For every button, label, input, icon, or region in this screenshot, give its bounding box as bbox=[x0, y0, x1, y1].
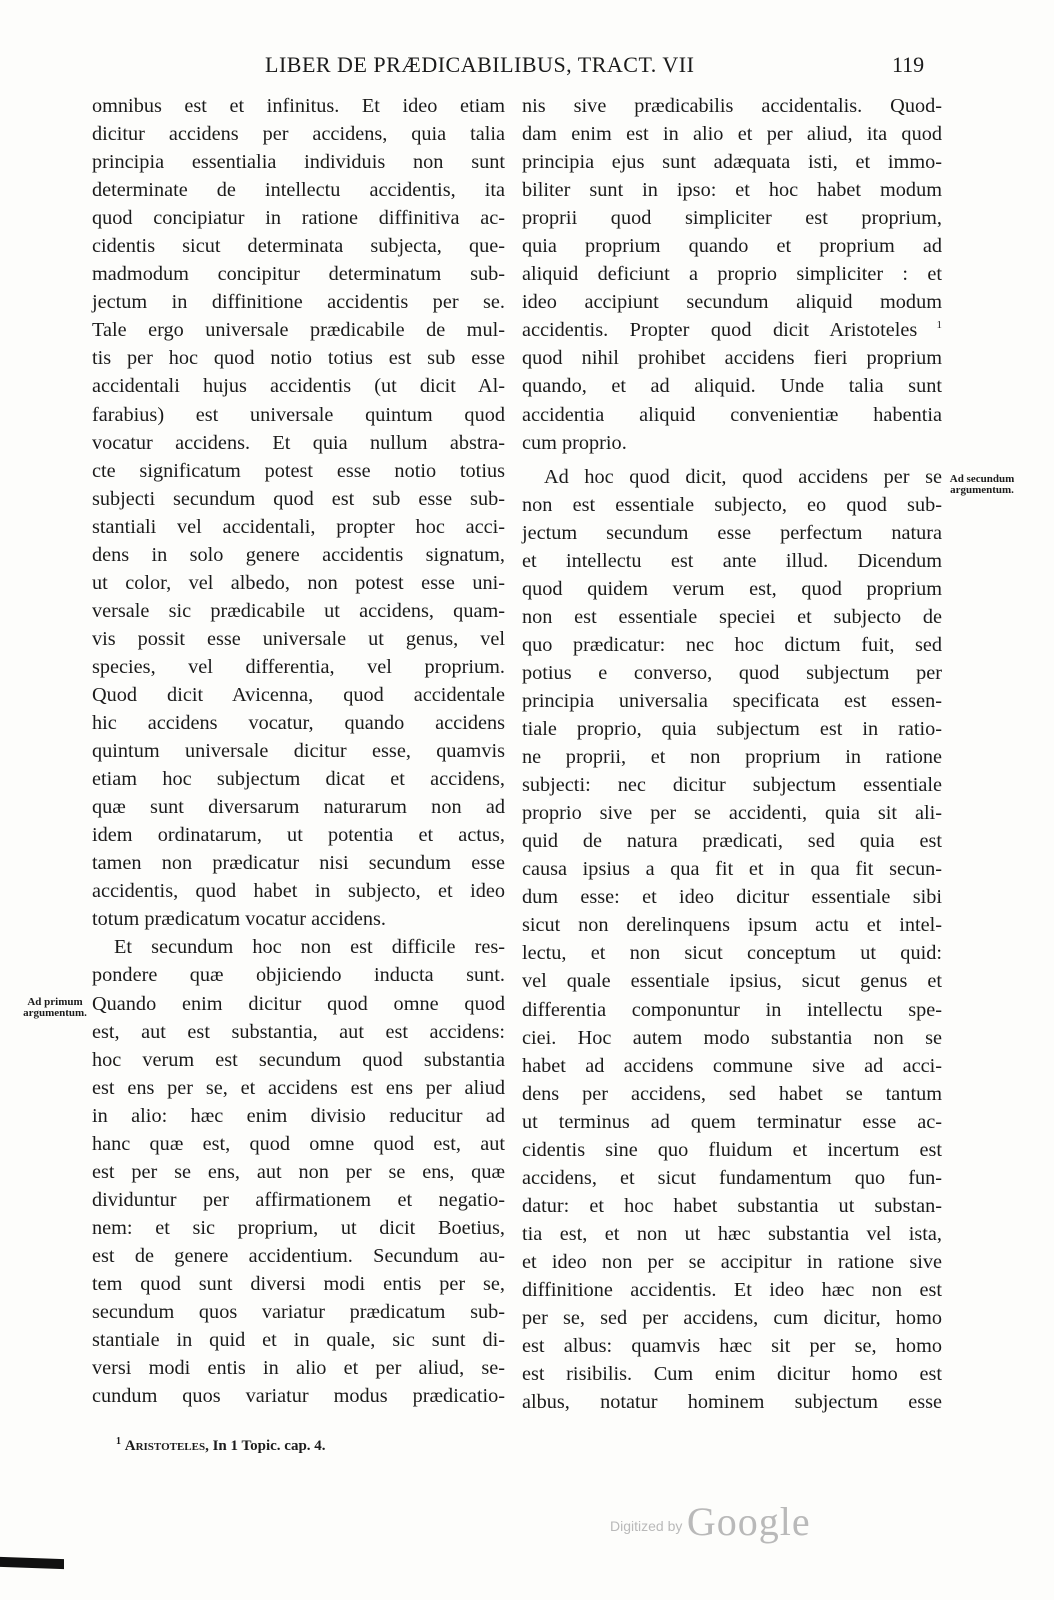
text-line: non est essentiale subjecto, eo quod sub- bbox=[522, 493, 942, 516]
text-line: accidentis. Propter quod dicit Aristoteles $^1$ bbox=[522, 319, 942, 342]
google-logo: Google bbox=[686, 1499, 811, 1544]
text-line: cte significatum potest esse notio totius bbox=[92, 459, 505, 482]
text-line: quo prædicatur: nec hoc dictum fuit, sed bbox=[522, 633, 942, 656]
text-line: farabius) est universale quintum quod bbox=[92, 403, 505, 426]
text-line: versi modi entis in alio et per aliud, se- bbox=[92, 1357, 505, 1380]
text-line: etiam hoc subjectum dicat et accidens, bbox=[92, 768, 505, 791]
text-line: cidentis sicut determinata subjecta, que- bbox=[92, 235, 505, 258]
text-line: Ad hoc quod dicit, quod accidens per se bbox=[544, 465, 942, 488]
text-line: cidentis sine quo fluidum et incertum est bbox=[522, 1138, 942, 1161]
text-line: albus, notatur hominem subjectum esse bbox=[522, 1391, 942, 1414]
text-line: principia essentialia individuis non sunt bbox=[92, 151, 505, 174]
text-line: biliter sunt in ipso: et hoc habet modum bbox=[522, 179, 942, 202]
text-line: idem ordinatarum, ut potentia et actus, bbox=[92, 824, 505, 847]
text-line: vocatur accidens. Et quia nullum abstra- bbox=[92, 431, 505, 454]
text-line: hanc quæ est, quod omne quod est, aut bbox=[92, 1132, 505, 1155]
text-line: est, aut est substantia, aut est accidens: bbox=[92, 1020, 505, 1043]
margin-note-left: Ad primum argumentum. bbox=[23, 996, 87, 1019]
text-line: lectu, et non sicut conceptum ut quid: bbox=[522, 942, 942, 965]
text-line: est per se ens, aut non per se ens, quæ bbox=[92, 1160, 505, 1183]
right-text-column bbox=[522, 92, 942, 1416]
text-line: dividuntur per affirmationem et negatio- bbox=[92, 1188, 505, 1211]
text-line: dam enim est in alio et per aliud, ita quod bbox=[522, 123, 942, 146]
text-line: diffinitione accidentis. Et ideo hæc non est bbox=[522, 1278, 942, 1301]
text-line: et ideo non per se accipitur in ratione sive bbox=[522, 1250, 942, 1273]
text-line: ne proprii, et non proprium in ratione bbox=[522, 746, 942, 769]
text-line: dum esse: et ideo dicitur essentiale sibi bbox=[522, 886, 942, 909]
text-line: est de genere accidentium. Secundum au- bbox=[92, 1244, 505, 1267]
text-line: differentia componuntur in intellectu spe- bbox=[522, 998, 942, 1021]
text-line: quæ sunt diversarum naturarum non ad bbox=[92, 796, 505, 819]
text-line: Quando enim dicitur quod omne quod bbox=[92, 992, 505, 1015]
text-line: hoc verum est secundum quod substantia bbox=[92, 1048, 505, 1071]
text-line: omnibus est et infinitus. Et ideo etiam bbox=[92, 95, 505, 117]
text-line: Tale ergo universale prædicabile de mul- bbox=[92, 319, 505, 342]
text-line: jectum secundum esse perfectum natura bbox=[522, 521, 942, 544]
text-line: nem: et sic proprium, ut dicit Boetius, bbox=[92, 1216, 505, 1239]
text-line: tis per hoc quod notio totius est sub esse bbox=[92, 347, 505, 370]
text-line: tem quod sunt diversi modi entis per se, bbox=[92, 1272, 505, 1295]
text-line: quod quidem verum est, quod proprium bbox=[522, 577, 942, 600]
text-line: Et secundum hoc non est difficile res- bbox=[114, 936, 505, 959]
text-line: subjecti secundum quod est sub esse sub- bbox=[92, 487, 505, 510]
text-line: stantiali vel accidentali, propter hoc acci- bbox=[92, 515, 505, 538]
text-line: sicut non derelinquens ipsum actu et intel- bbox=[522, 914, 942, 937]
text-line: quintum universale dicitur esse, quamvis bbox=[92, 740, 505, 763]
text-line: totum prædicatum vocatur accidens. bbox=[92, 908, 386, 931]
text-line: potius e converso, quod subjectum per bbox=[522, 661, 942, 684]
text-line: species, vel differentia, vel proprium. bbox=[92, 655, 505, 678]
text-line: est risibilis. Cum enim dicitur homo est bbox=[522, 1363, 942, 1386]
footnote bbox=[116, 1436, 326, 1455]
text-line: per se, sed per accidens, cum dicitur, homo bbox=[522, 1307, 942, 1330]
text-line: est ens per se, et accidens est ens per aliud bbox=[92, 1076, 505, 1099]
text-line: quid de natura prædicati, sed quia est bbox=[522, 830, 942, 853]
text-line: determinate de intellectu accidentis, ita bbox=[92, 179, 505, 202]
digitized-watermark bbox=[610, 1498, 811, 1548]
text-line: non est essentiale speciei et subjecto de bbox=[522, 605, 942, 628]
text-line: habet ad accidens commune sive ad acci- bbox=[522, 1054, 942, 1077]
footnote-reference: 1 bbox=[917, 319, 942, 332]
digitized-prefix: Digitized by bbox=[610, 1518, 683, 1534]
text-line: cundum quos variatur modus prædicatio- bbox=[92, 1385, 505, 1408]
text-line: ut color, vel albedo, non potest esse uni- bbox=[92, 571, 505, 594]
left-text-column bbox=[92, 92, 505, 1410]
text-line: proprii quod simpliciter est proprium, bbox=[522, 207, 942, 230]
footnote-text: , In 1 Topic. cap. 4. bbox=[205, 1438, 326, 1454]
text-line: ut terminus ad quem terminatur esse ac- bbox=[522, 1110, 942, 1133]
text-line: pondere quæ objiciendo inducta sunt. bbox=[92, 964, 505, 987]
footnote-mark: 1 bbox=[116, 1436, 121, 1447]
text-line: tamen non prædicatur nisi secundum esse bbox=[92, 852, 505, 875]
page-number: 119 bbox=[892, 52, 925, 77]
text-line: quod nihil prohibet accidens fieri proprium bbox=[522, 347, 942, 370]
text-line: datur: et hoc habet substantia ut substan- bbox=[522, 1194, 942, 1217]
text-line: quando, et ad aliquid. Unde talia sunt bbox=[522, 375, 942, 398]
text-line: vis possit esse universale ut genus, vel bbox=[92, 627, 505, 650]
text-line: dens in solo genere accidentis signatum, bbox=[92, 543, 505, 566]
text-line: nis sive prædicabilis accidentalis. Quod- bbox=[522, 95, 942, 117]
text-line: ciei. Hoc autem modo substantia non se bbox=[522, 1026, 942, 1049]
text-line: quod concipiatur in ratione diffinitiva ac- bbox=[92, 207, 505, 230]
text-line: proprio sive per se accidenti, quia sit ali- bbox=[522, 802, 942, 825]
text-line: accidentis, quod habet in subjecto, et ideo bbox=[92, 880, 505, 903]
text-line: accidentali hujus accidentis (ut dicit Al- bbox=[92, 375, 505, 398]
text-line: subjecti: nec dicitur subjectum essentiale bbox=[522, 774, 942, 797]
text-line: tia est, et non ut hæc substantia vel ista, bbox=[522, 1222, 942, 1245]
binding-edge-mark bbox=[0, 1557, 64, 1569]
text-line: ideo accipiunt secundum aliquid modum bbox=[522, 291, 942, 314]
text-line: causa ipsius a qua fit et in qua fit secun- bbox=[522, 858, 942, 881]
text-line: tiale proprio, quia subjectum est in ratio- bbox=[522, 718, 942, 741]
text-line: versale sic prædicabile ut accidens, quam- bbox=[92, 599, 505, 622]
text-line: est albus: quamvis hæc sit per se, homo bbox=[522, 1335, 942, 1358]
text-line: jectum in diffinitione accidentis per se. bbox=[92, 291, 505, 314]
text-line: cum proprio. bbox=[522, 431, 627, 454]
text-line: stantiale in quid et in quale, sic sunt di- bbox=[92, 1329, 505, 1352]
text-line: vel quale essentiale ipsius, sicut genus et bbox=[522, 970, 942, 993]
text-line: Quod dicit Avicenna, quod accidentale bbox=[92, 683, 505, 706]
text-line: accidens, et sicut fundamentum quo fun- bbox=[522, 1166, 942, 1189]
text-line: aliquid deficiunt a proprio simpliciter : et bbox=[522, 263, 942, 286]
text-line: dens per accidens, sed habet se tantum bbox=[522, 1082, 942, 1105]
text-line: et intellectu est ante illud. Dicendum bbox=[522, 549, 942, 572]
text-line: principia ejus sunt adæquata isti, et immo- bbox=[522, 151, 942, 174]
text-line: principia universalia specificata est essen- bbox=[522, 689, 942, 712]
margin-note-right: Ad secundum argumentum. bbox=[949, 473, 1015, 496]
running-header bbox=[0, 52, 1054, 82]
text-line: madmodum concipitur determinatum sub- bbox=[92, 263, 505, 286]
text-line: secundum quos variatur prædicatum sub- bbox=[92, 1301, 505, 1324]
text-line: quia proprium quando et proprium ad bbox=[522, 235, 942, 258]
text-line: dicitur accidens per accidens, quia talia bbox=[92, 123, 505, 146]
text-line: accidentia aliquid convenientiæ habentia bbox=[522, 403, 942, 426]
footnote-author: Aristoteles bbox=[124, 1438, 206, 1454]
text-line: in alio: hæc enim divisio reducitur ad bbox=[92, 1104, 505, 1127]
text-line: hic accidens vocatur, quando accidens bbox=[92, 712, 505, 735]
running-title: LIBER DE PRÆDICABILIBUS, TRACT. VII bbox=[265, 52, 695, 77]
